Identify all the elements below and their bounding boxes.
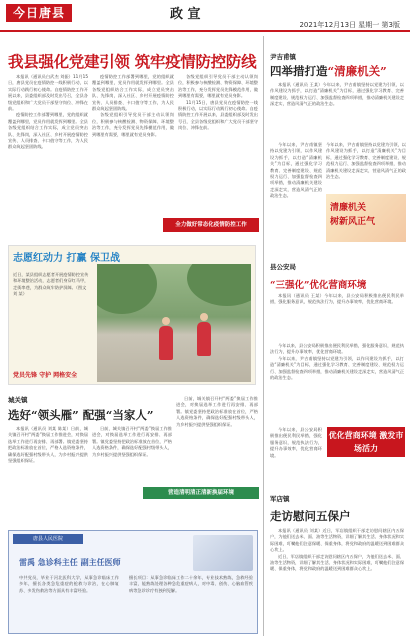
newspaper-logo: 今日唐县 xyxy=(6,4,72,22)
photo-caption: 近日，某县组织志愿者开展疫情防控宣传和环境整治活动，志愿者们身穿红马甲，走街串巷，为群众筑牢防护屏障。（图文 刘 某） xyxy=(13,272,89,297)
right-top-headline: 四举措打造“清廉机关” xyxy=(270,64,387,78)
police-label: 县公安局 xyxy=(270,263,296,271)
right-bottom-label: 军店镇 xyxy=(270,495,290,503)
main-article-col2: 疫情防控工作部署到哪里，党的组织就覆盖到哪里，党员作用就发挥到哪里。全县各级党组织结合工作实际，成立党员突击队、先锋岗，深入社区、乡村开展疫情防控宣传、人员排查、卡口值守等工作，为人民群众筑起坚固防线。 各级党组织引导党员干部主动认领岗位，积极参与核酸检测、物资保障、环境整治等工作，充分发挥党员先锋模范作用，做到哪里有需要，哪里就有党员身影。 xyxy=(92,74,174,137)
main-byline: 本报讯（通讯员白武杰 刘振） xyxy=(16,74,73,79)
news-photo xyxy=(97,264,251,382)
doctor-photo xyxy=(193,535,253,571)
seal-banner: 全力做好常态化疫情防控工作 xyxy=(163,218,259,232)
main-article-col1: 本报讯（通讯员白武杰 刘振）11月15日，唐县党员在疫情防控一线积极行动，以实际行动践行初心使命。自疫情防控工作开展以来，县委组织部及时发出号召，全县各级党组织和广大党员干部坚守岗位、冲锋在前。 疫情防控工作部署到哪里，党的组织就覆盖到哪里，党员作用就发挥到哪里。全县各级党组织结合工作实际，成立党员突击队、先锋岗，深入社区、乡村开展疫情防控宣传、人员排查、卡口值守等工作，为人民群众筑起坚固防线。 xyxy=(8,74,88,150)
tree-foliage xyxy=(97,264,157,314)
business-banner: 优化营商环境 激发市场活力 xyxy=(327,427,405,457)
main-article-col3: 各级党组织引导党员干部主动认领岗位，积极参与核酸检测、物资保障、环境整治等工作，充分发挥党员先锋模范作用，做到哪里有需要，哪里就有党员身影。 11月15日，唐县党员在疫情防控一线积极行动，以实际行动践行初心使命。自疫情防控工作开展以来，县委组织部及时发出号召，全县各级党组织和广大党员干部坚守岗位、冲锋在前。 xyxy=(178,74,258,131)
right-top-article-col: 今年以来，尹吉甫镇坚持以党建为引领，以作风建设为抓手，以打造“清廉机关”为目标，通过强化学习教育、完善制度建设、规范权力运行、加强监督检查四项举措，推动清廉机关建设走深走实，营造风清气正的政治生态。 xyxy=(270,142,322,199)
doctor-desc-a: 中共党员，毕业于河北医科大学，从事急诊临床工作多年，擅长各类急危重症的抢救与诊治，在心肺复苏、多发伤救治等方面具有丰富经验。 xyxy=(19,575,119,593)
police-headline: “三强化”优化营商环境 xyxy=(270,280,367,291)
tree-foliage xyxy=(187,264,251,306)
issue-date: 2021年12月13日 星期一 第3版 xyxy=(299,21,400,29)
green-banner: 营造清明清正清新换届环境 xyxy=(143,487,259,499)
police-article-side: 今年以来，县公安局积极推出便民利民举措，强化服务意识，规范执法行为，提升办事效率，优化营商环境。 xyxy=(270,427,322,458)
right-bottom-headline: 走访慰问五保户 xyxy=(270,509,351,523)
city-article-col1: 本报讯（通讯员 刘某 陈某）日前，城关镇召开村“两委”换届工作推进会，对换届选举工作进行再安排、再部署。镇党委坚持把政治标准放在首位，严格人选资格条件，确保选好配强村级带头人，为乡村振兴提供坚强组织保证。 xyxy=(8,426,88,464)
main-headline: 我县强化党建引领 筑牢疫情防控防线 xyxy=(8,52,257,71)
police-article-more: 今年以来，县公安局积极推出便民利民举措，强化服务意识，规范执法行为，提升办事效率，优化营商环境。 今年以来，尹吉甫镇坚持以党建为引领，以作风建设为抓手，以打造“清廉机关”为目标，通过强化学习教育、完善制度建设、规范权力运行、加强监督检查四项举措，推动清廉机关建设走深走实，营造风清气正的政治生态。 xyxy=(270,343,404,381)
doctor-name: 雷禹 急诊科主任 副主任医师 xyxy=(19,558,121,567)
hospital-logo: 唐县人民医院 xyxy=(13,534,83,544)
city-article-col3: 日前，城关镇召开村“两委”换届工作推进会，对换届选举工作进行再安排、再部署。镇党委坚持把政治标准放在首位，严格人选资格条件，确保选好配强村级带头人，为乡村振兴提供坚强组织保证。 xyxy=(176,396,258,427)
police-article: 本报讯（通讯员 王某）今年以来，县公安局积极推出便民利民举措，强化服务意识，规范执法行为，提升办事效率，优化营商环境。 xyxy=(270,293,404,305)
doctor-desc-b: 擅长项目：从事急诊临床工作二十余年，专业技术熟练，急救经验丰富，能熟练处理各种急危重症病人，对中毒、创伤、心脑血管疾病等急诊诊疗有独到见解。 xyxy=(129,575,253,593)
right-bottom-article: 本报讯（通讯员 刘某）近日，军店镇组织干部走访慰问辖区内五保户，为他们送去米、面、油等生活物资，详细了解其生活、身体状况和实际困难，叮嘱他们注意保暖、保重身体，将党和政府的温暖送到困难群众心坎上。 近日，军店镇组织干部走访慰问辖区内五保户，为他们送去米、面、油等生活物资，详细了解其生活、身体状况和实际困难，叮嘱他们注意保暖、保重身体，将党和政府的温暖送到困难群众心坎上。 xyxy=(270,528,404,572)
main-paragraph-2: 疫情防控工作部署到哪里，党的组织就覆盖到哪里，党员作用就发挥到哪里。全县各级党组织结合工作实际，成立党员突击队、先锋岗，深入社区、乡村开展疫情防控宣传、人员排查、卡口值守等工作，为人民群众筑起坚固防线。 xyxy=(8,112,88,150)
doctor-profile-box xyxy=(8,530,258,634)
photo-feature xyxy=(8,245,256,385)
page-header xyxy=(0,0,410,32)
city-article-col2: 日前，城关镇召开村“两委”换届工作推进会，对换届选举工作进行再安排、再部署。镇党委坚持把政治标准放在首位，严格人选资格条件，确保选好配强村级带头人，为乡村振兴提供坚强组织保证。 xyxy=(92,426,172,457)
photo-footer: 党员先锋 守护 网格安全 xyxy=(13,372,78,379)
city-label: 城关镇 xyxy=(8,396,28,404)
section-title: 政 宣 xyxy=(170,7,201,22)
photo-title: 志愿红动力 打赢 保卫战 xyxy=(13,253,120,264)
city-headline: 选好“领头雁” 配强“当家人” xyxy=(8,408,154,422)
clean-banner-image: 清廉机关 树新风正气 xyxy=(326,194,406,242)
volunteer-figure xyxy=(159,326,173,360)
column-divider xyxy=(263,36,264,636)
right-top-article: 本报讯（通讯员 王某）今年以来，尹吉甫镇坚持以党建为引领，以作风建设为抓手，以打造“清廉机关”为目标，通过强化学习教育、完善制度建设、规范权力运行、加强监督检查四项举措，推动清廉机关建设走深走实，营造风清气正的政治生态。 xyxy=(270,82,404,107)
volunteer-figure xyxy=(197,322,211,356)
right-top-label: 尹吉甫镇 xyxy=(270,53,296,61)
